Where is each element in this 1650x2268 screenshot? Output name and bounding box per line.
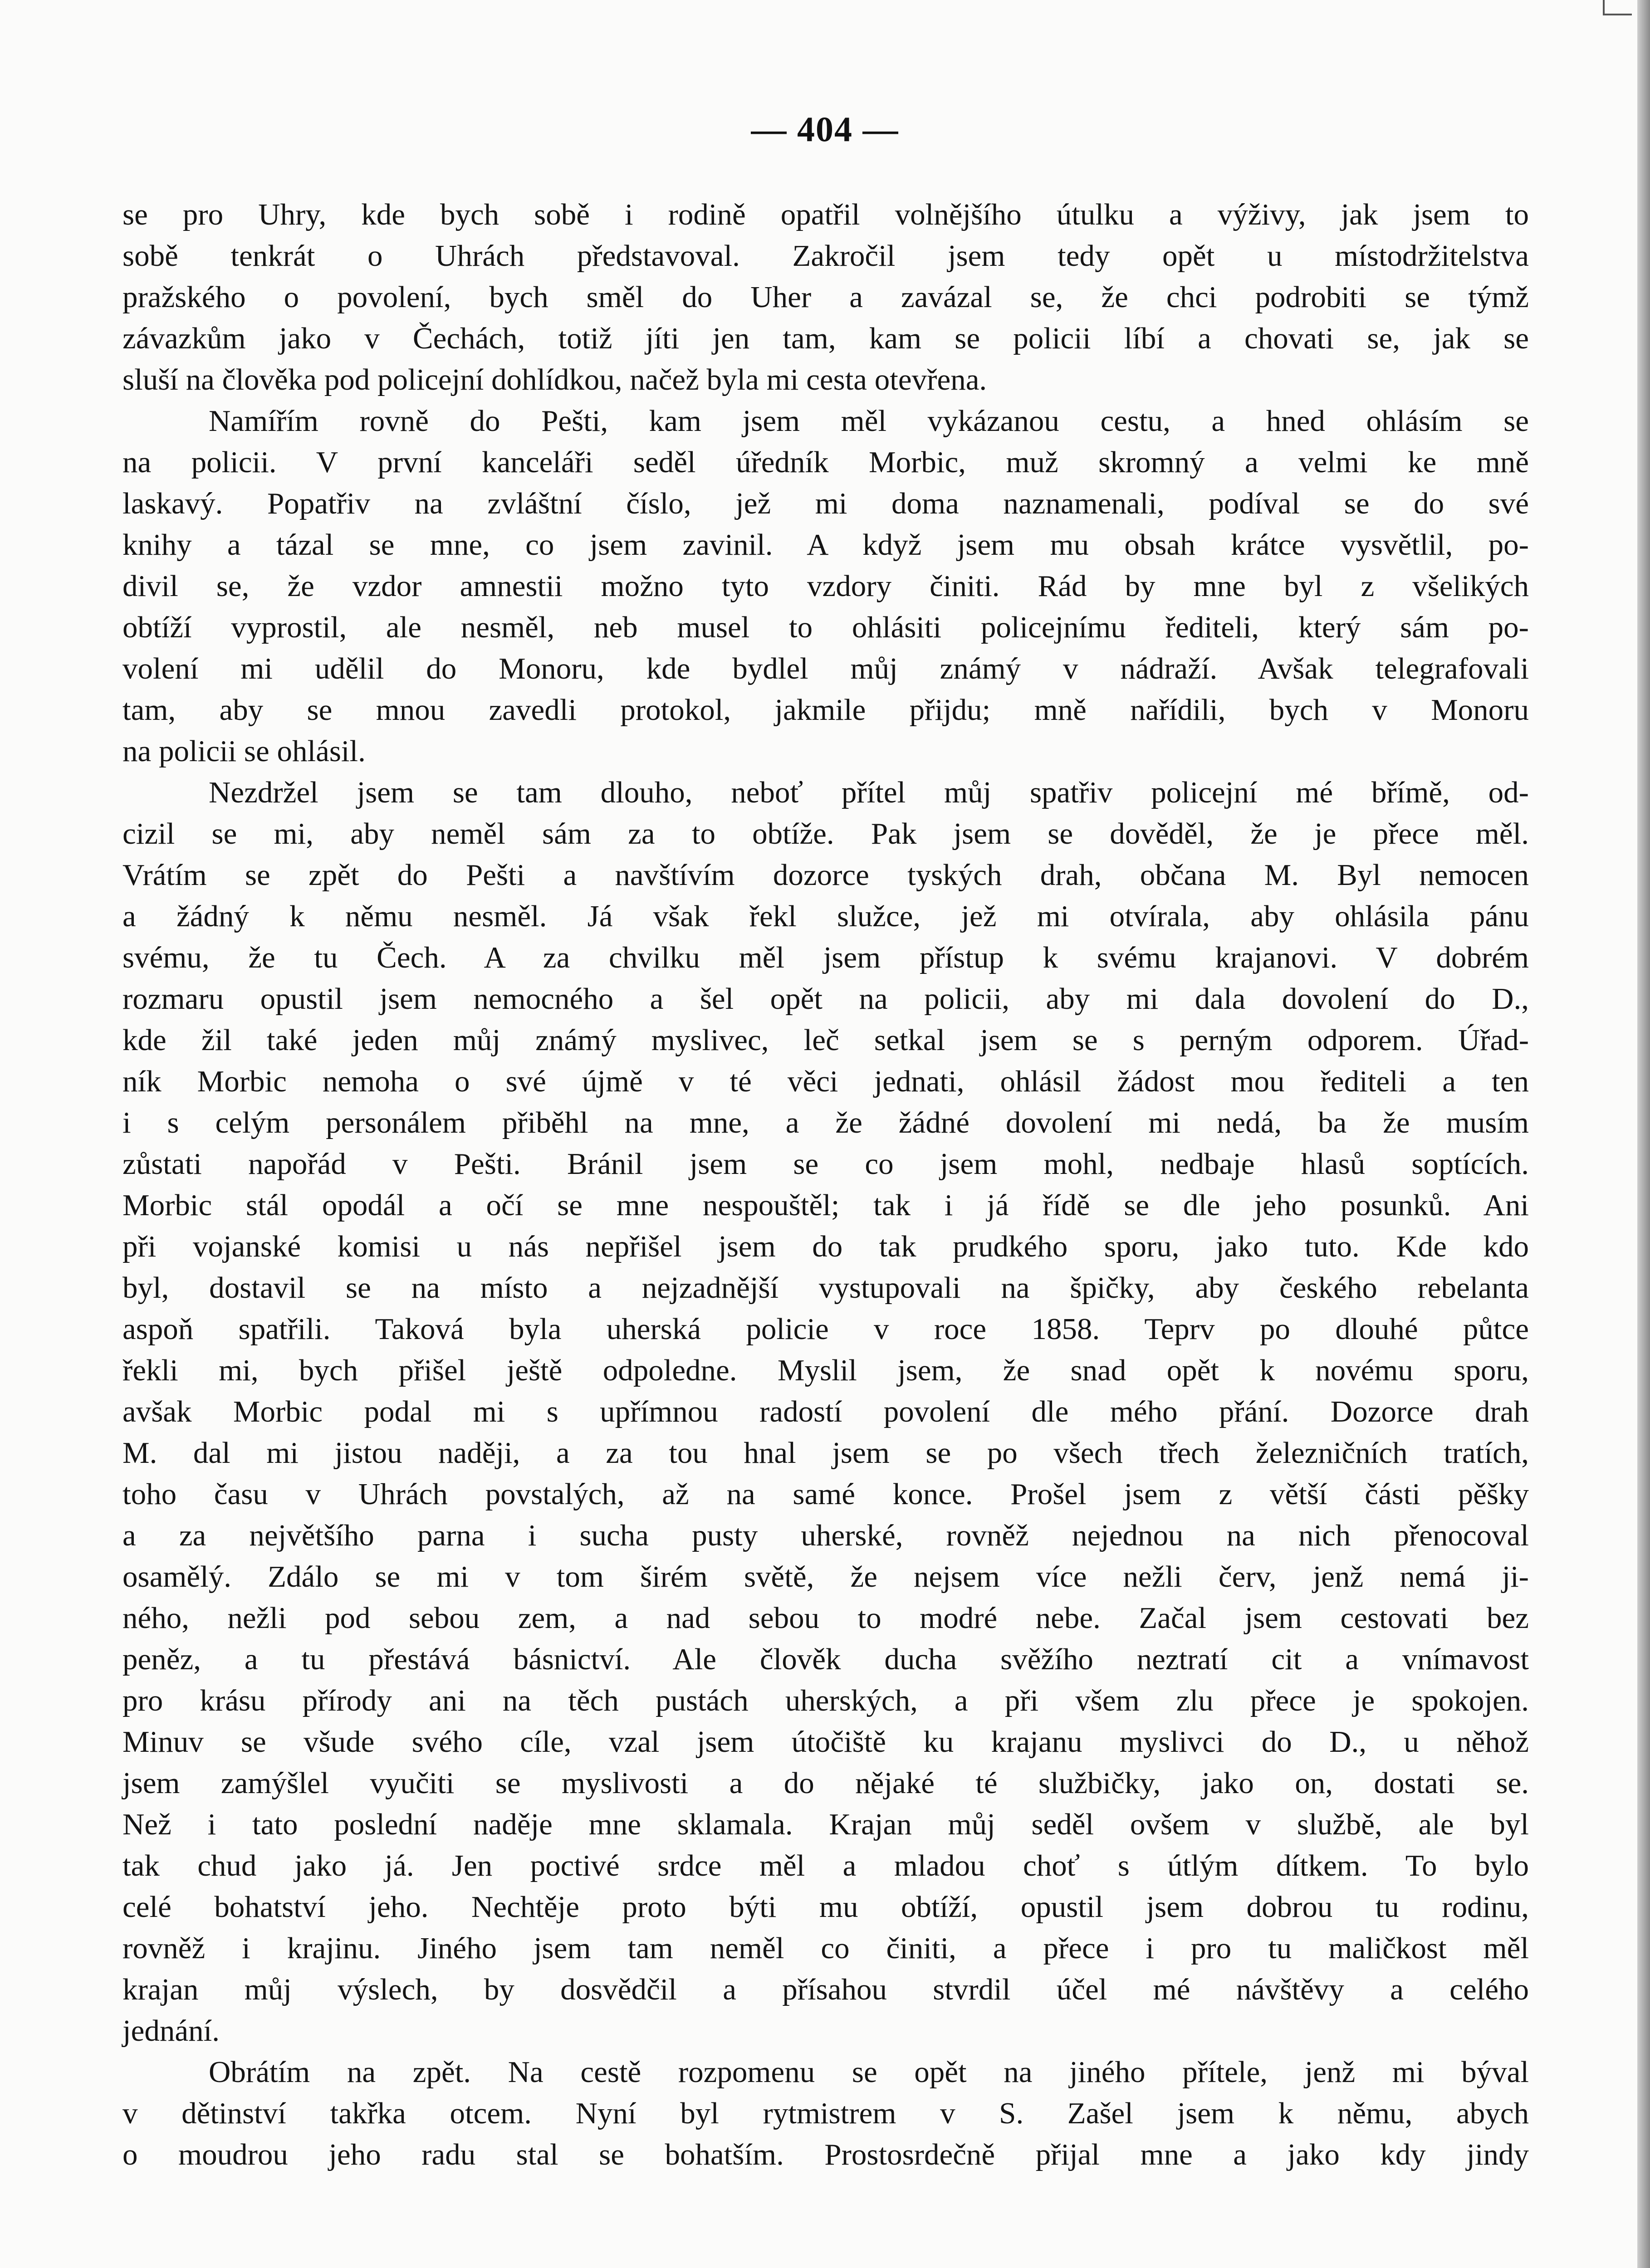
text-line: Než i tato poslední naděje mne sklamala. Krajan můj seděl ovšem v službě, ale byl (122, 1808, 1529, 1841)
text-line: ník Morbic nemoha o své újmě v té věci jednati, ohlásil žádost mou řediteli a ten (122, 1065, 1529, 1098)
text-line: pro krásu přírody ani na těch pustách uherských, a při všem zlu přece je spokojen. (122, 1684, 1529, 1717)
text-line: ného, nežli pod sebou zem, a nad sebou to modré nebe. Začal jsem cestovati bez (122, 1601, 1529, 1635)
text-line: zůstati napořád v Pešti. Bránil jsem se co jsem mohl, nedbaje hlasů soptících. (122, 1147, 1529, 1181)
body-text (122, 194, 1529, 2175)
text-line: a žádný k němu nesměl. Já však řekl služce, jež mi otvírala, aby ohlásila pánu (122, 899, 1529, 933)
text-line: byl, dostavil se na místo a nejzadnější vystupovali na špičky, aby českého rebelanta (122, 1271, 1529, 1305)
text-line: osamělý. Zdálo se mi v tom širém světě, že nejsem více nežli červ, jenž nemá ji- (122, 1560, 1529, 1593)
text-line: M. dal mi jistou naději, a za tou hnal jsem se po všech třech železničních tratích, (122, 1436, 1529, 1470)
text-line: celé bohatství jeho. Nechtěje proto býti mu obtíží, opustil jsem dobrou tu rodinu, (122, 1890, 1529, 1924)
paragraph (122, 401, 1529, 772)
text-line: toho času v Uhrách povstalých, až na samé konce. Prošel jsem z větší části pěšky (122, 1477, 1529, 1511)
text-line: divil se, že vzdor amnestii možno tyto vzdory činiti. Rád by mne byl z všelikých (122, 569, 1529, 603)
text-line: jednání. (122, 2014, 220, 2048)
text-line: a za největšího parna i sucha pusty uherské, rovněž nejednou na nich přenocoval (122, 1519, 1529, 1552)
text-line: Nezdržel jsem se tam dlouho, neboť přítel můj spatřiv policejní mé břímě, od- (209, 776, 1529, 809)
text-line: tak chud jako já. Jen poctivé srdce měl a mladou choť s útlým dítkem. To bylo (122, 1849, 1529, 1882)
text-line: Minuv se všude svého cíle, vzal jsem útočiště ku krajanu myslivci do D., u něhož (122, 1725, 1529, 1759)
text-line: i s celým personálem přiběhl na mne, a že žádné dovolení mi nedá, ba že musím (122, 1106, 1529, 1139)
page-number: — 404 — (751, 109, 899, 149)
text-line: na policii se ohlásil. (122, 734, 366, 768)
text-line: Namířím rovně do Pešti, kam jsem měl vykázanou cestu, a hned ohlásím se (209, 404, 1529, 438)
text-line: krajan můj výslech, by dosvědčil a přísahou stvrdil účel mé návštěvy a celého (122, 1973, 1529, 2006)
text-line: sobě tenkrát o Uhrách představoval. Zakročil jsem tedy opět u místodržitelstva (122, 239, 1529, 273)
text-line: Vrátím se zpět do Pešti a navštívím dozorce tyských drah, občana M. Byl nemocen (122, 858, 1529, 892)
text-line: závazkům jako v Čechách, totiž jíti jen tam, kam se policii líbí a chovati se, jak se (122, 322, 1529, 355)
text-line: tam, aby se mnou zavedli protokol, jakmile přijdu; mně nařídili, bych v Monoru (122, 693, 1529, 727)
text-line: řekli mi, bych přišel ještě odpoledne. Myslil jsem, že snad opět k novému sporu, (122, 1354, 1529, 1387)
text-line: se pro Uhry, kde bych sobě i rodině opatřil volnějšího útulku a výživy, jak jsem to (122, 198, 1529, 231)
text-line: pražského o povolení, bych směl do Uher a zavázal se, že chci podrobiti se týmž (122, 280, 1529, 314)
text-line: volení mi udělil do Monoru, kde bydlel můj známý v nádraží. Avšak telegrafovali (122, 652, 1529, 685)
corner-mark (1603, 0, 1632, 15)
text-line: při vojanské komisi u nás nepřišel jsem do tak prudkého sporu, jako tuto. Kde kdo (122, 1230, 1529, 1263)
text-line: rozmaru opustil jsem nemocného a šel opět na policii, aby mi dala dovolení do D., (122, 982, 1529, 1016)
paragraph (122, 194, 1529, 401)
text-line: v dětinství takřka otcem. Nyní byl rytmistrem v S. Zašel jsem k němu, abych (122, 2097, 1529, 2130)
text-line: Obrátím na zpět. Na cestě rozpomenu se opět na jiného přítele, jenž mi býval (209, 2055, 1529, 2089)
text-line: svému, že tu Čech. A za chvilku měl jsem přístup k svému krajanovi. V dobrém (122, 941, 1529, 974)
text-line: aspoň spatřili. Taková byla uherská policie v roce 1858. Teprv po dlouhé půtce (122, 1312, 1529, 1346)
paragraph (122, 2052, 1529, 2175)
text-line: avšak Morbic podal mi s upřímnou radostí povolení dle mého přání. Dozorce drah (122, 1395, 1529, 1428)
page-edge-shadow (1637, 0, 1650, 2268)
text-line: cizil se mi, aby neměl sám za to obtíže. Pak jsem se dověděl, že je přece měl. (122, 817, 1529, 850)
text-line: rovněž i krajinu. Jiného jsem tam neměl co činiti, a přece i pro tu maličkost měl (122, 1931, 1529, 1965)
text-line: knihy a tázal se mne, co jsem zavinil. A když jsem mu obsah krátce vysvětlil, po- (122, 528, 1529, 562)
text-line: sluší na člověka pod policejní dohlídkou, načež byla mi cesta otevřena. (122, 363, 987, 396)
text-line: obtíží vyprostil, ale nesměl, neb musel to ohlásiti policejnímu řediteli, který sám po- (122, 611, 1529, 644)
text-line: jsem zamýšlel vyučiti se myslivosti a do nějaké té službičky, jako on, dostati se. (122, 1766, 1529, 1800)
text-line: Morbic stál opodál a očí se mne nespouštěl; tak i já řídě se dle jeho posunků. Ani (122, 1188, 1529, 1222)
text-line: peněz, a tu přestává básnictví. Ale člověk ducha svěžího neztratí cit a vnímavost (122, 1642, 1529, 1676)
text-line: laskavý. Popatřiv na zvláštní číslo, jež mi doma naznamenali, podíval se do své (122, 487, 1529, 520)
text-line: o moudrou jeho radu stal se bohatším. Prostosrdečně přijal mne a jako kdy jindy (122, 2138, 1529, 2171)
text-line: kde žil také jeden můj známý myslivec, leč setkal jsem se s perným odporem. Úřad- (122, 1023, 1529, 1057)
text-line: na policii. V první kanceláři seděl úředník Morbic, muž skromný a velmi ke mně (122, 445, 1529, 479)
paragraph (122, 772, 1529, 2052)
